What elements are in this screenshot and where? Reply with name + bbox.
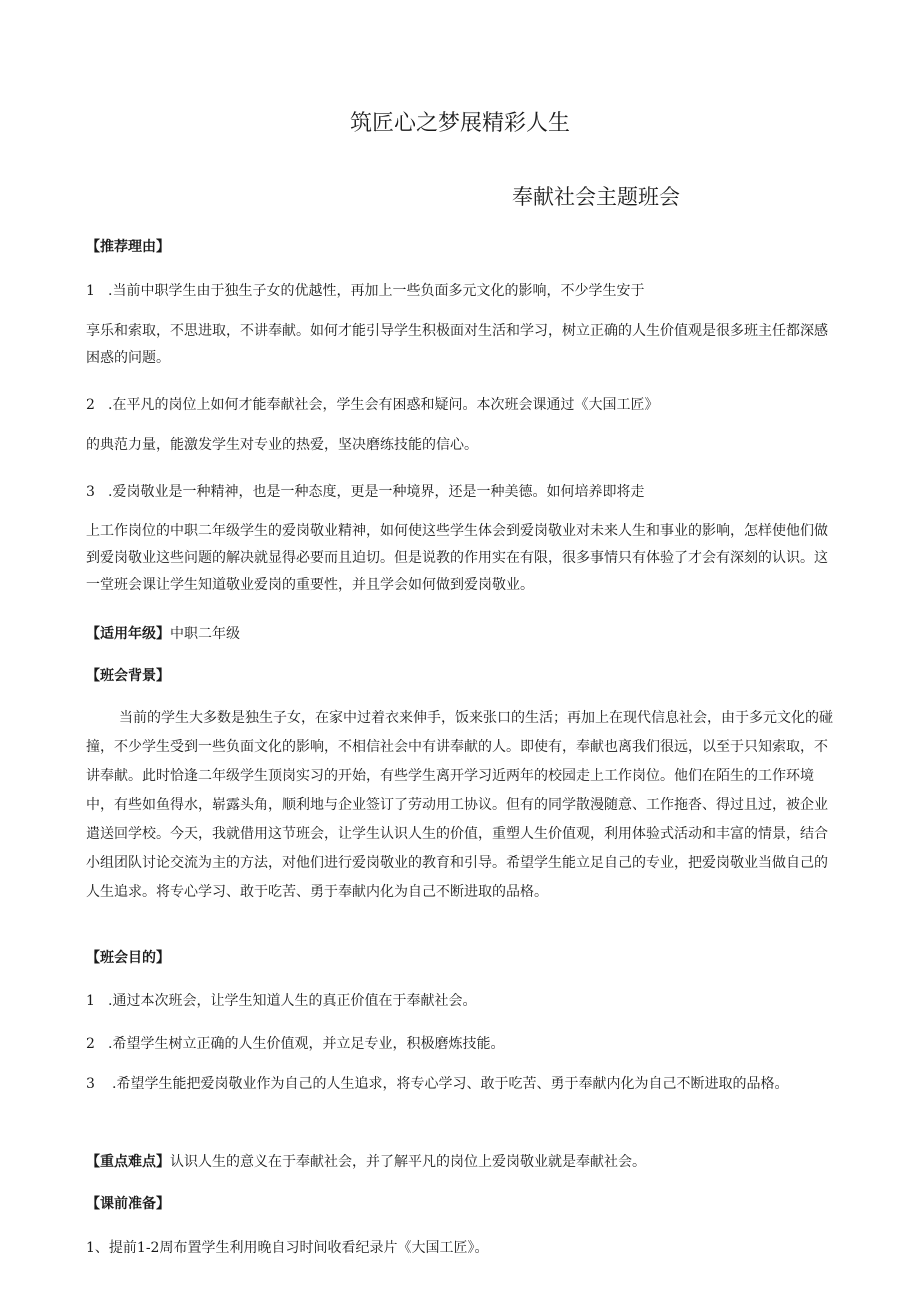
recommend-item-2-first xyxy=(86,394,836,414)
purpose-item-1-text: .通过本次班会，让学生知道人生的真正价值在于奉献社会。 xyxy=(108,993,477,1009)
purpose-item-2-text: .希望学生树立正确的人生价值观，并立足专业，积极磨炼技能。 xyxy=(108,1036,505,1052)
list-number: 1 xyxy=(86,993,95,1009)
recommend-item-1-text: .当前中职学生由于独生子女的优越性，再加上一些负面多元文化的影响，不少学生安于 xyxy=(108,283,645,299)
list-number: 1 xyxy=(86,283,95,299)
section-heading-recommend: 【推荐理由】 xyxy=(86,239,170,255)
grade-line xyxy=(86,623,240,643)
list-number: 2 xyxy=(86,397,95,413)
key-line xyxy=(86,1151,646,1171)
recommend-item-3-text: .爱岗敬业是一种精神，也是一种态度，更是一种境界，还是一种美德。如何培养即将走 xyxy=(108,484,645,500)
prep-item-1: 1、提前1-2周布置学生利用晚自习时间收看纪录片《大国工匠》。 xyxy=(86,1240,489,1256)
key-value: 认识人生的意义在于奉献社会，并了解平凡的岗位上爱岗敬业就是奉献社会。 xyxy=(170,1154,646,1170)
section-heading-prep: 【课前准备】 xyxy=(86,1196,170,1212)
list-number: 3 xyxy=(86,484,95,500)
list-number: 3 xyxy=(86,1076,95,1092)
document-title: 筑匠心之梦展精彩人生 xyxy=(349,111,570,136)
section-heading-purpose: 【班会目的】 xyxy=(86,950,170,966)
recommend-item-3-first xyxy=(86,481,836,501)
section-heading-key: 【重点难点】 xyxy=(86,1154,170,1170)
purpose-item-3-text: .希望学生能把爱岗敬业作为自己的人生追求，将专心学习、敢于吃苦、勇于奉献内化为自己不断进取的品格。 xyxy=(112,1076,789,1092)
section-heading-background: 【班会背景】 xyxy=(86,668,170,684)
purpose-item-1 xyxy=(86,990,836,1010)
recommend-item-3-continuation: 上工作岗位的中职二年级学生的爱岗敬业精神，如何使这些学生体会到爱岗敬业对未来人生和事业的影响，怎样使他们做到爱岗敬业这些问题的解决就显得必要而且迫切。但是说教的作用实在有限，很多事情只有体验了才会有深刻的认识。这一堂班会课让学生知道敬业爱岗的重要性，并且学会如何做到爱岗敬业。 xyxy=(86,523,828,593)
recommend-item-2-text: .在平凡的岗位上如何才能奉献社会，学生会有困惑和疑问。本次班会课通过《大国工匠》 xyxy=(108,397,659,413)
recommend-item-1-continuation: 享乐和索取，不思进取，不讲奉献。如何才能引导学生积极面对生活和学习，树立正确的人生价值观是很多班主任都深感困惑的问题。 xyxy=(86,323,828,366)
recommend-item-2-continuation: 的典范力量，能激发学生对专业的热爱，坚决磨练技能的信心。 xyxy=(86,437,478,453)
background-paragraph: 当前的学生大多数是独生子女，在家中过着衣来伸手，饭来张口的生活；再加上在现代信息社会，由于多元文化的碰撞，不少学生受到一些负面文化的影响，不相信社会中有讲奉献的人。即使有，奉献也离我们很远，以至于只知索取，不讲奉献。此时恰逢二年级学生顶岗实习的开始，有些学生离开学习近两年的校园走上工作岗位。他们在陌生的工作环境中，有些如鱼得水，崭露头角，顺利地与企业签订了劳动用工协议。但有的同学散漫随意、工作拖沓、得过且过，被企业遣送回学校。今天，我就借用这节班会，让学生认识人生的价值，重塑人生价值观，利用体验式活动和丰富的情景，结合小组团队讨论交流为主的方法，对他们进行爱岗敬业的教育和引导。希望学生能立足自己的专业，把爱岗敬业当做自己的人生追求。将专心学习、敢于吃苦、勇于奉献内化为自己不断进取的品格。 xyxy=(86,710,833,900)
section-heading-grade: 【适用年级】 xyxy=(86,626,170,642)
recommend-item-1-first xyxy=(86,280,836,300)
list-number: 2 xyxy=(86,1036,95,1052)
purpose-item-2 xyxy=(86,1033,836,1053)
document-subtitle: 奉献社会主题班会 xyxy=(512,185,680,209)
grade-value: 中职二年级 xyxy=(170,626,240,642)
